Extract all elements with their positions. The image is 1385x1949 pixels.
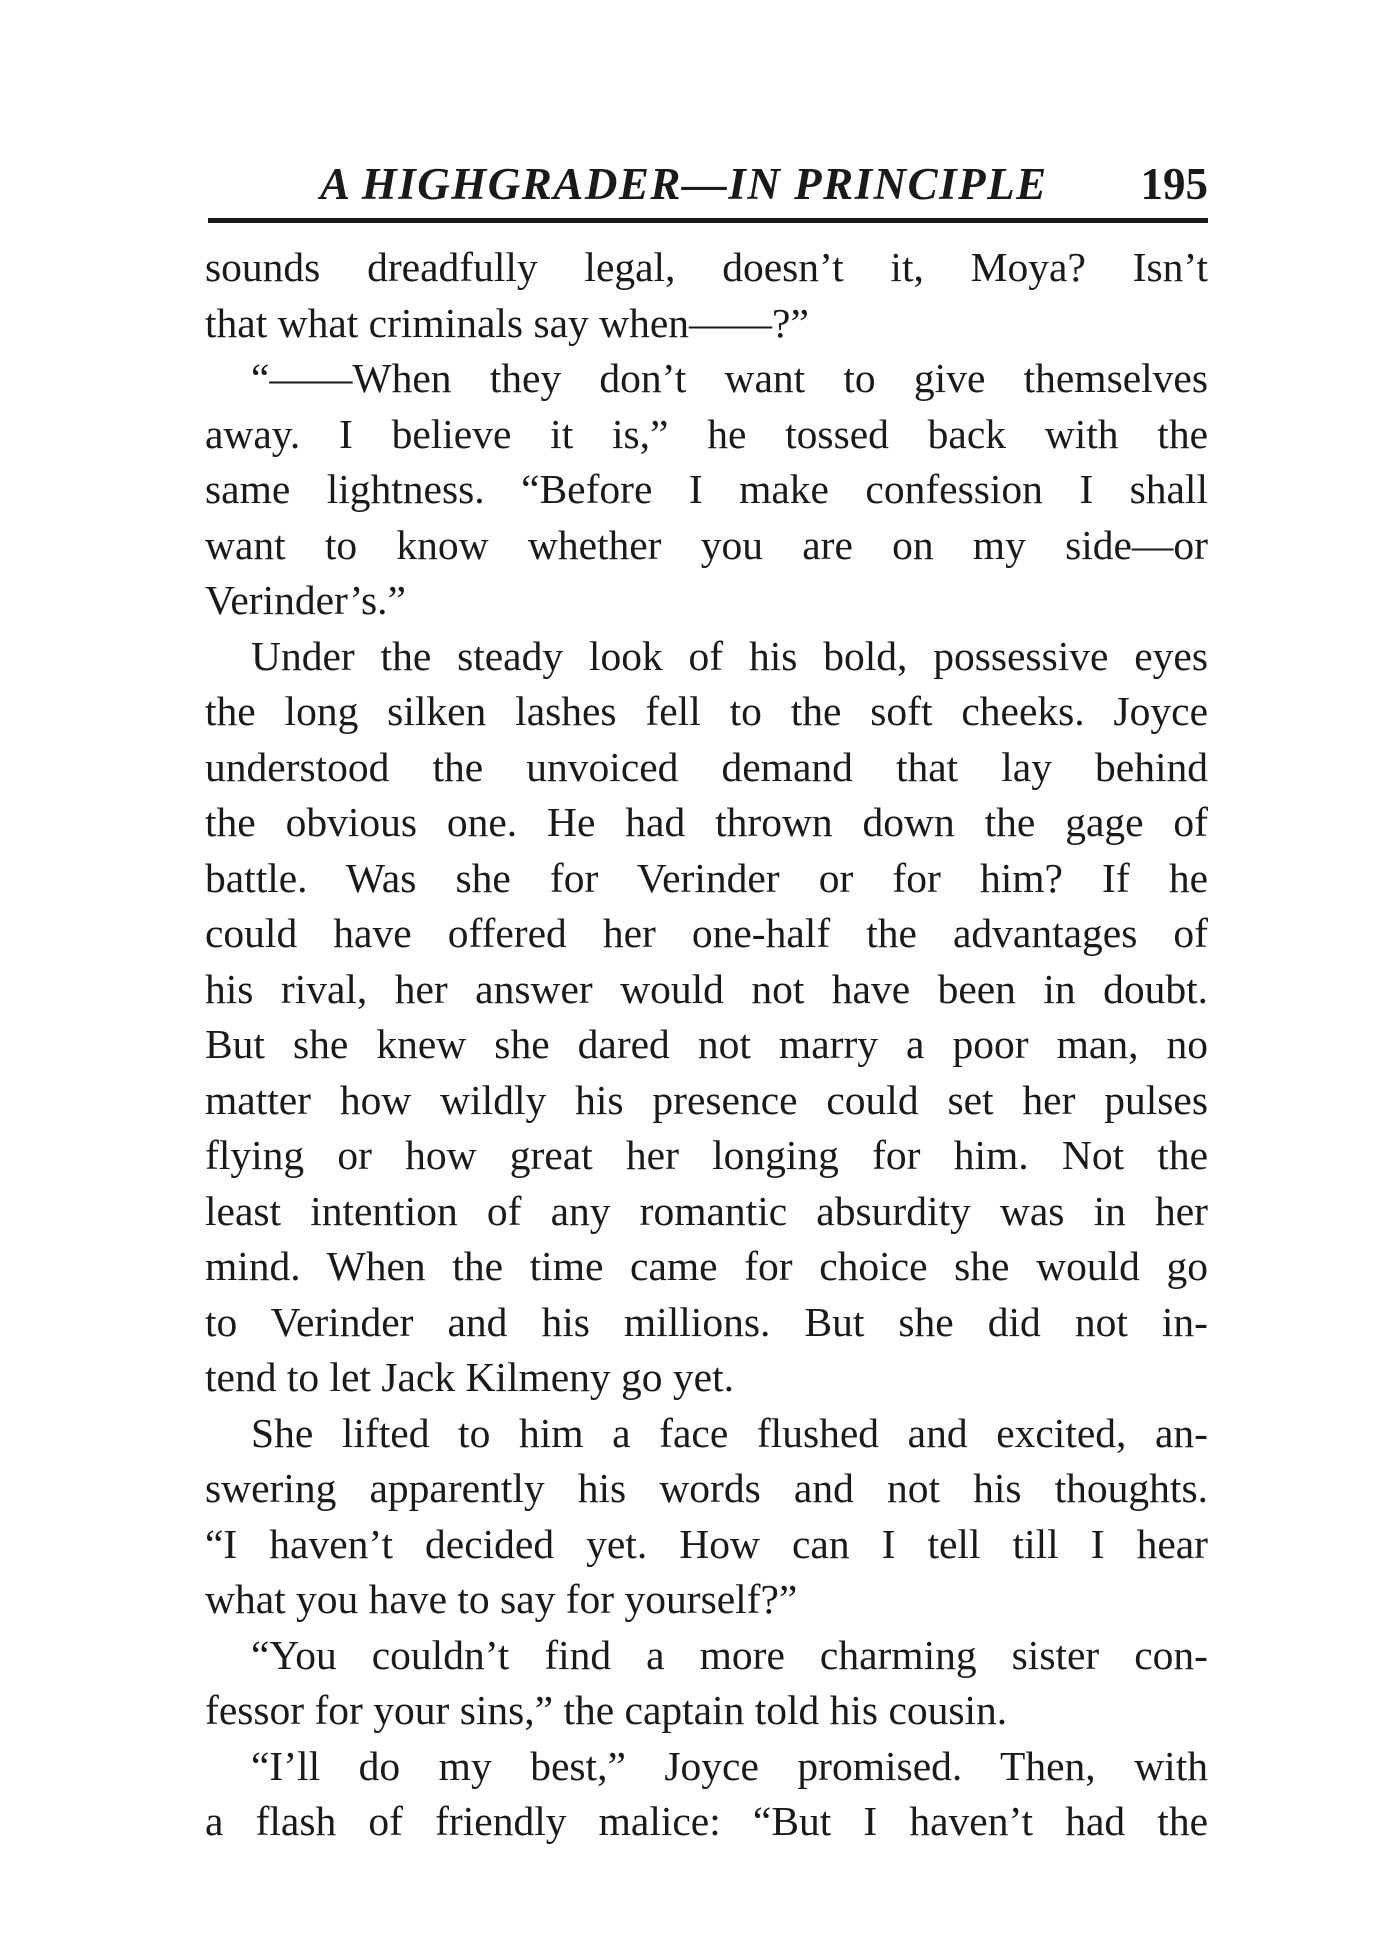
text-line: “I haven’t decided yet. How can I tell till I hear [205, 1520, 1208, 1567]
text-line: But she knew she dared not marry a poor man, no [205, 1021, 1208, 1067]
text-line: mind. When the time came for choice she would go [205, 1243, 1208, 1289]
text-line: sounds dreadfully legal, doesn’t it, Moya? Isn’t [205, 244, 1208, 290]
text-line: what you have to say for yourself?” [205, 1576, 798, 1622]
text-line: Verinder’s.” [205, 577, 406, 623]
page-number: 195 [1140, 159, 1208, 209]
text-line: the long silken lashes fell to the soft cheeks. Joyce [205, 688, 1208, 734]
text-line: a flash of friendly malice: “But I haven’t had the [205, 1798, 1208, 1844]
text-line: the obvious one. He had thrown down the gage of [205, 799, 1208, 845]
text-line: to Verinder and his millions. But she did not in- [205, 1298, 1208, 1345]
header-rule [208, 218, 1208, 223]
text-line: want to know whether you are on my side—or [205, 521, 1208, 568]
text-line: swering apparently his words and not his thoughts. [205, 1465, 1208, 1511]
text-line: “You couldn’t find a more charming sister con- [251, 1631, 1208, 1678]
running-title: A HIGHGRADER—IN PRINCIPLE [320, 159, 1048, 209]
text-line: same lightness. “Before I make confession I shall [205, 466, 1208, 512]
text-line: his rival, her answer would not have been in doubt. [205, 965, 1208, 1012]
text-line: “I’ll do my best,” Joyce promised. Then, with [251, 1742, 1208, 1789]
text-line: could have offered her one-half the advantages of [205, 910, 1208, 956]
text-line: “——When they don’t want to give themselves [251, 355, 1208, 401]
body-text [205, 240, 1208, 1850]
text-line: battle. Was she for Verinder or for him? If he [205, 854, 1208, 901]
text-line: fessor for your sins,” the captain told his cousin. [205, 1687, 1008, 1733]
text-line: understood the unvoiced demand that lay behind [205, 743, 1208, 790]
text-line: least intention of any romantic absurdity was in her [205, 1187, 1208, 1234]
text-line: She lifted to him a face flushed and excited, an- [251, 1409, 1208, 1456]
text-line: flying or how great her longing for him. Not the [205, 1132, 1208, 1178]
running-header [208, 150, 1208, 220]
text-line: matter how wildly his presence could set her pulses [205, 1076, 1208, 1123]
text-line: Under the steady look of his bold, possessive eyes [251, 632, 1208, 679]
text-line: away. I believe it is,” he tossed back with the [205, 410, 1208, 457]
text-line: tend to let Jack Kilmeny go yet. [205, 1354, 735, 1400]
text-line: that what criminals say when——?” [205, 299, 809, 346]
